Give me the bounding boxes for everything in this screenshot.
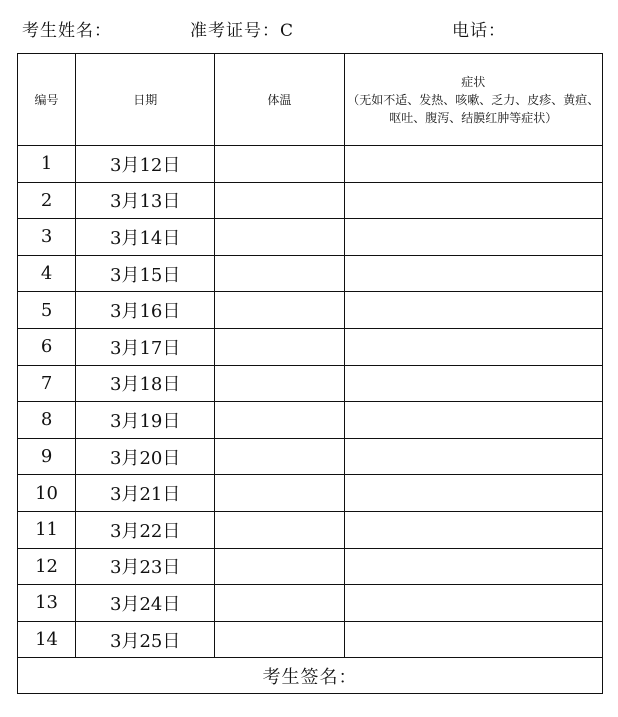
row-number: 11 (18, 511, 76, 548)
symptoms-note: （无如不适、发热、咳嗽、乏力、皮疹、黄疸、呕吐、腹泻、结膜红肿等症状） (347, 92, 600, 125)
temperature-cell[interactable] (215, 402, 344, 439)
symptoms-cell[interactable] (344, 548, 602, 585)
row-date: 3月23日 (76, 548, 215, 585)
row-number: 8 (18, 402, 76, 439)
row-number: 12 (18, 548, 76, 585)
column-header-temperature: 体温 (215, 54, 344, 146)
temperature-cell[interactable] (215, 292, 344, 329)
table-row (18, 146, 603, 183)
table-row (18, 219, 603, 256)
row-date: 3月20日 (76, 438, 215, 475)
row-date: 3月13日 (76, 182, 215, 219)
row-date: 3月18日 (76, 365, 215, 402)
symptoms-cell[interactable] (344, 255, 602, 292)
row-date: 3月24日 (76, 585, 215, 622)
row-date: 3月14日 (76, 219, 215, 256)
temperature-cell[interactable] (215, 182, 344, 219)
row-number: 10 (18, 475, 76, 512)
row-date: 3月12日 (76, 146, 215, 183)
row-number: 14 (18, 621, 76, 658)
table-row (18, 621, 603, 658)
row-number: 3 (18, 219, 76, 256)
temperature-cell[interactable] (215, 219, 344, 256)
row-number: 7 (18, 365, 76, 402)
table-row (18, 511, 603, 548)
temperature-cell[interactable] (215, 438, 344, 475)
temperature-cell[interactable] (215, 475, 344, 512)
form-header (0, 16, 618, 42)
symptoms-cell[interactable] (344, 438, 602, 475)
signature-row (18, 658, 603, 694)
signature-label[interactable]: 考生签名： (18, 658, 603, 694)
table-body (18, 146, 603, 658)
table-row (18, 182, 603, 219)
table-row (18, 548, 603, 585)
symptoms-cell[interactable] (344, 219, 602, 256)
temperature-cell[interactable] (215, 511, 344, 548)
symptoms-cell[interactable] (344, 511, 602, 548)
symptoms-cell[interactable] (344, 585, 602, 622)
column-header-symptoms (344, 54, 602, 146)
table-row (18, 475, 603, 512)
row-number: 13 (18, 585, 76, 622)
row-number: 5 (18, 292, 76, 329)
temperature-cell[interactable] (215, 585, 344, 622)
symptoms-cell[interactable] (344, 365, 602, 402)
table-row (18, 365, 603, 402)
table-row (18, 438, 603, 475)
table-row (18, 292, 603, 329)
table-row (18, 585, 603, 622)
temperature-cell[interactable] (215, 621, 344, 658)
row-number: 1 (18, 146, 76, 183)
row-date: 3月17日 (76, 328, 215, 365)
row-number: 4 (18, 255, 76, 292)
table-header-row (18, 54, 603, 146)
symptoms-cell[interactable] (344, 328, 602, 365)
temperature-cell[interactable] (215, 146, 344, 183)
symptoms-cell[interactable] (344, 475, 602, 512)
row-date: 3月16日 (76, 292, 215, 329)
temperature-cell[interactable] (215, 328, 344, 365)
table-row (18, 402, 603, 439)
row-date: 3月22日 (76, 511, 215, 548)
column-header-number: 编号 (18, 54, 76, 146)
table-row (18, 328, 603, 365)
table-row (18, 255, 603, 292)
row-date: 3月21日 (76, 475, 215, 512)
row-number: 6 (18, 328, 76, 365)
row-date: 3月15日 (76, 255, 215, 292)
symptoms-cell[interactable] (344, 402, 602, 439)
row-date: 3月25日 (76, 621, 215, 658)
row-number: 9 (18, 438, 76, 475)
exam-number-label: 准考证号：C (190, 21, 295, 41)
symptoms-title: 症状 (461, 74, 486, 89)
health-log-table (17, 53, 603, 694)
column-header-date: 日期 (76, 54, 215, 146)
temperature-cell[interactable] (215, 548, 344, 585)
row-date: 3月19日 (76, 402, 215, 439)
temperature-cell[interactable] (215, 255, 344, 292)
candidate-name-label: 考生姓名： (22, 21, 112, 41)
symptoms-cell[interactable] (344, 146, 602, 183)
symptoms-cell[interactable] (344, 621, 602, 658)
phone-label: 电话： (452, 21, 506, 41)
temperature-cell[interactable] (215, 365, 344, 402)
symptoms-cell[interactable] (344, 182, 602, 219)
row-number: 2 (18, 182, 76, 219)
symptoms-cell[interactable] (344, 292, 602, 329)
